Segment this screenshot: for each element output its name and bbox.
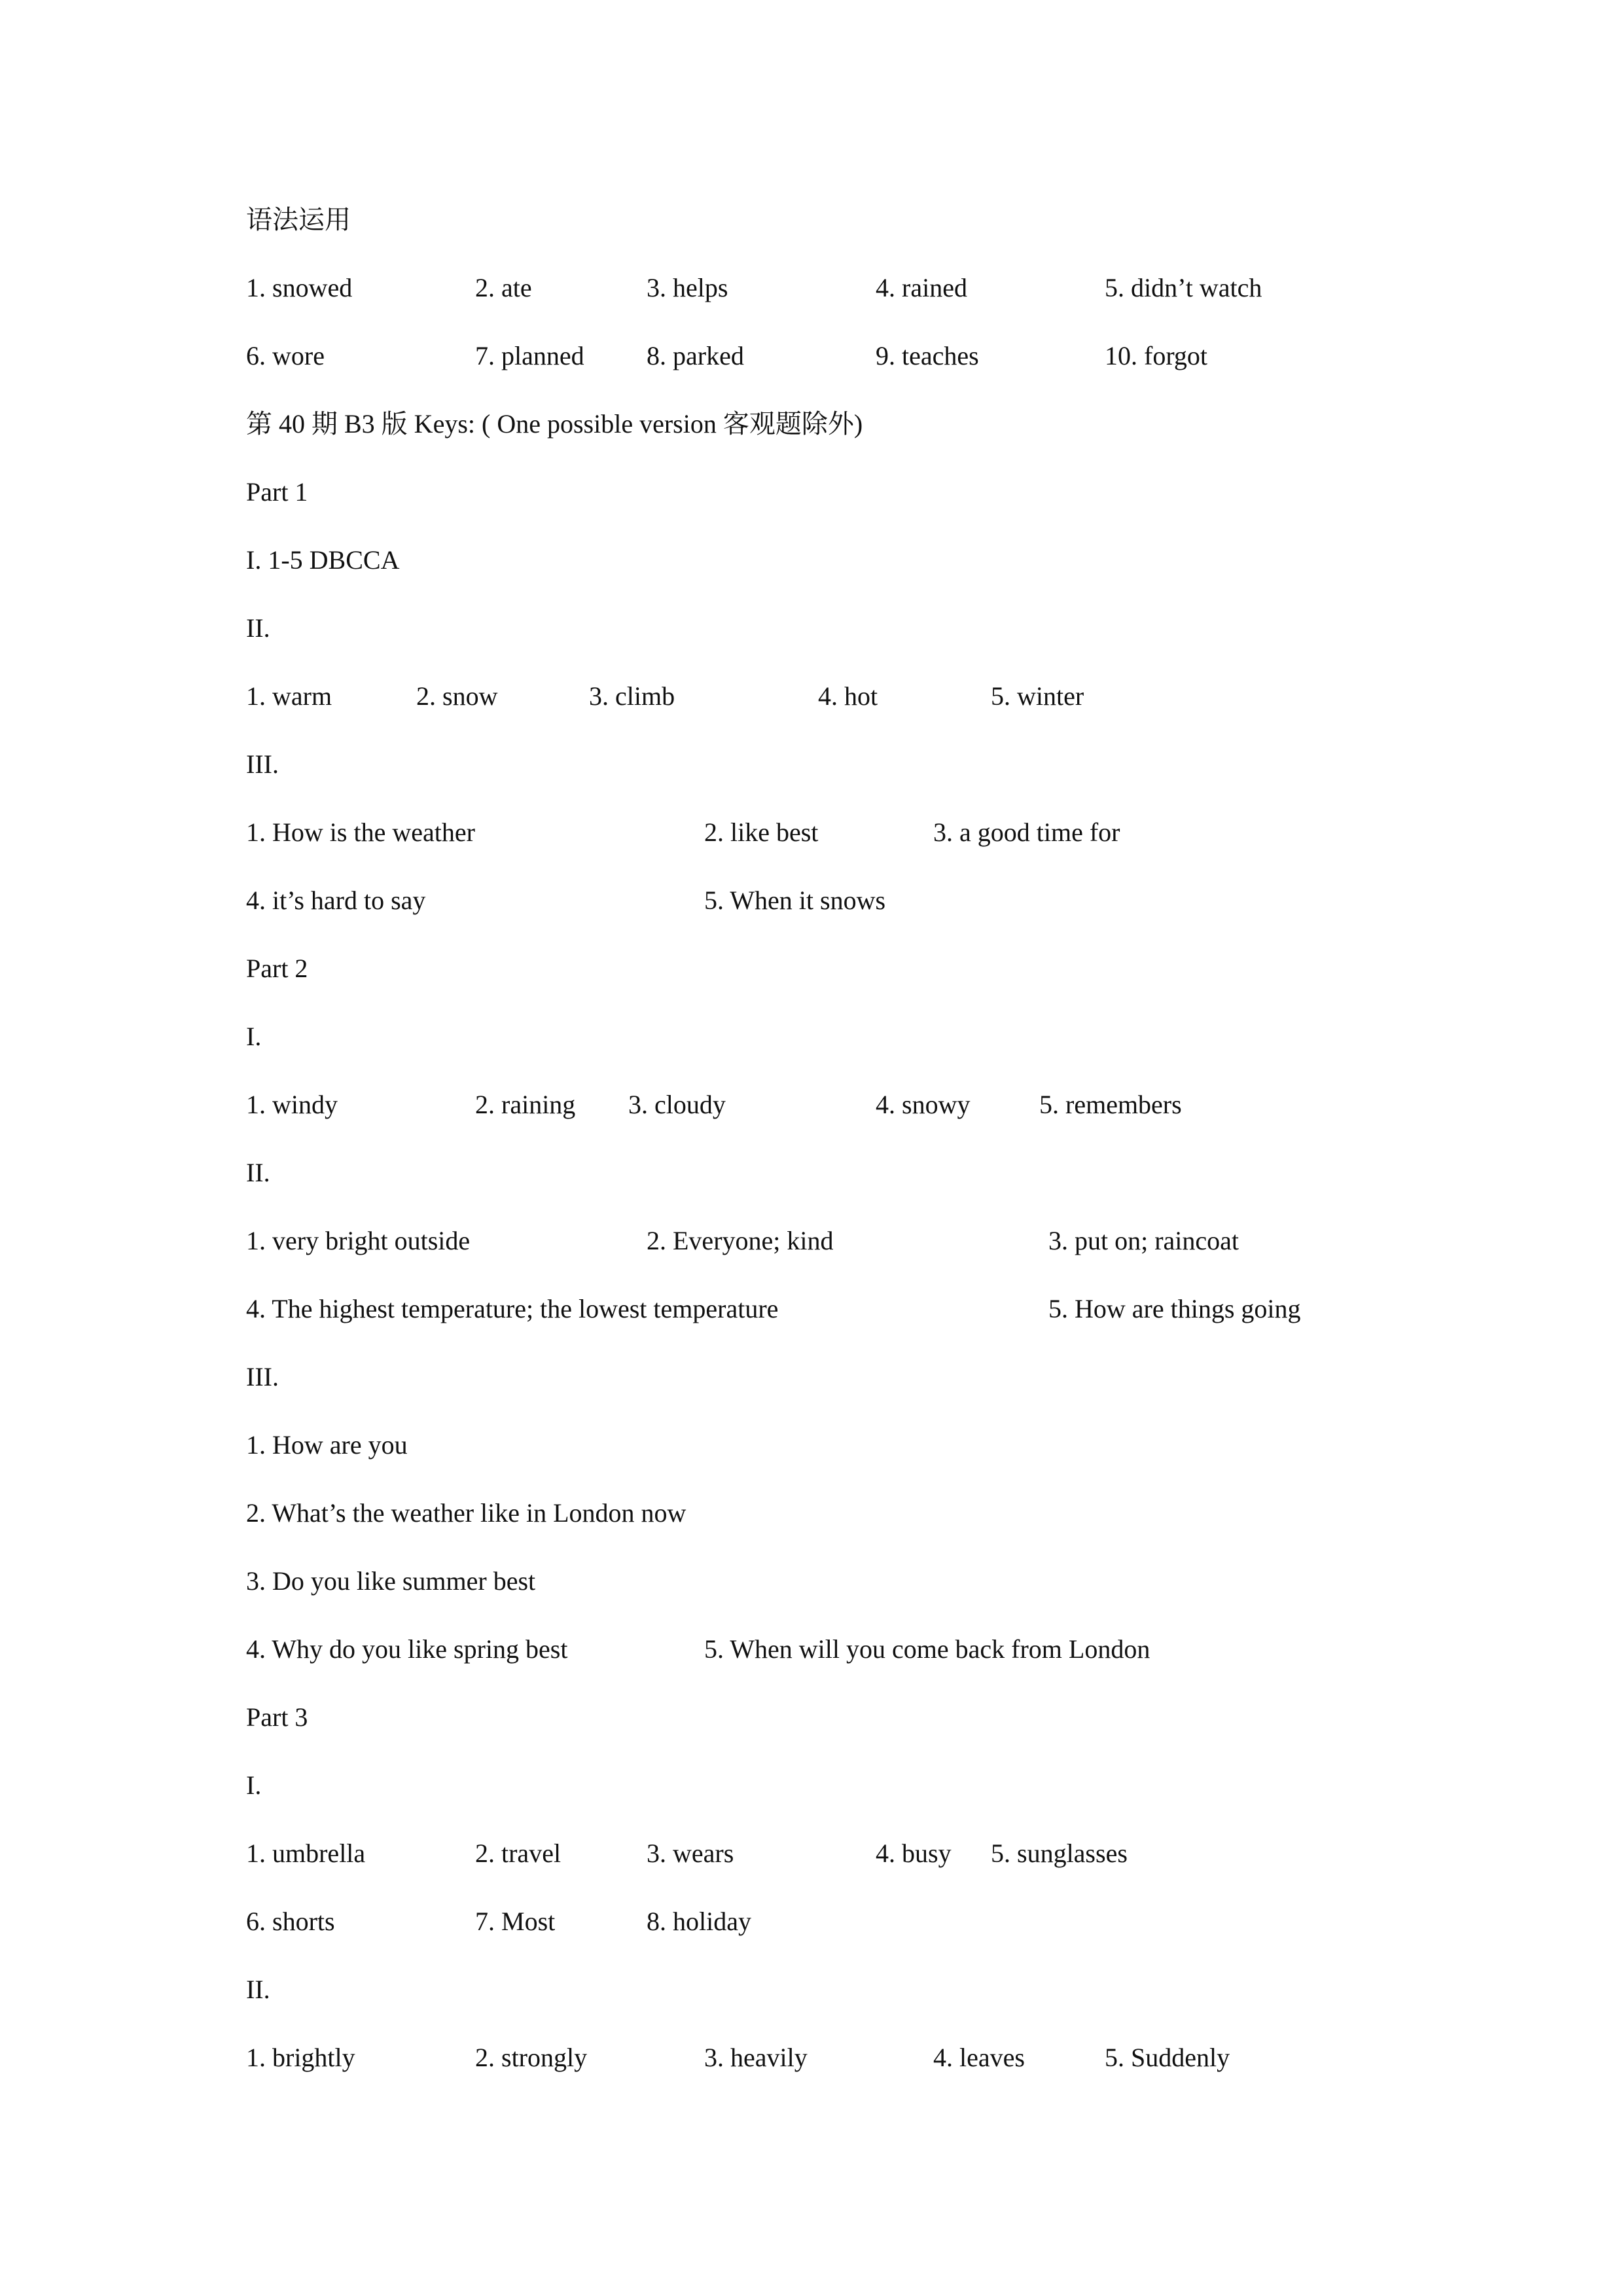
- answer-item: 5. When it snows: [704, 886, 886, 915]
- part-2-iii-label: III.: [246, 1362, 279, 1391]
- keys-header: 第 40 期 B3 版 Keys: ( One possible version 客观题除外): [246, 409, 863, 439]
- answer-item: 2. ate: [475, 273, 532, 302]
- part-3-ii-label: II.: [246, 1975, 270, 2004]
- answer-item: 7. Most: [475, 1907, 556, 1936]
- answer-row: [0, 1085, 1623, 1124]
- answer-item: 2. snow: [416, 681, 498, 711]
- answer-item: 6. wore: [246, 341, 325, 370]
- answer-item: 4. busy: [876, 1839, 952, 1868]
- answer-item: 5. sunglasses: [991, 1839, 1128, 1868]
- part-2-label: Part 2: [246, 954, 308, 983]
- answer-item: 9. teaches: [876, 341, 979, 370]
- part-1-ii-label: II.: [246, 613, 270, 643]
- answer-item: 6. shorts: [246, 1907, 335, 1936]
- answer-item: 10. forgot: [1105, 341, 1208, 370]
- part-3-label-row: [0, 1698, 1623, 1737]
- answer-item: 4. it’s hard to say: [246, 886, 426, 915]
- part-1-ii-label-row: [0, 609, 1623, 648]
- answer-item: 1. How is the weather: [246, 817, 475, 847]
- answer-item: 2. strongly: [475, 2043, 588, 2072]
- answer-item: 3. climb: [589, 681, 675, 711]
- answer-row: [0, 1426, 1623, 1465]
- part-2-ii-label: II.: [246, 1158, 270, 1187]
- heading-grammar: 语法运用: [246, 205, 351, 234]
- answer-row: [0, 1834, 1623, 1873]
- part-1-label-row: [0, 473, 1623, 512]
- part-1-i-row: [0, 541, 1623, 580]
- answer-row: [0, 881, 1623, 920]
- answer-item: 1. very bright outside: [246, 1226, 471, 1255]
- answer-item: 4. hot: [818, 681, 878, 711]
- answer-item: 3. cloudy: [628, 1090, 726, 1119]
- answer-item: 4. The highest temperature; the lowest temperature: [246, 1294, 779, 1323]
- part-1-label: Part 1: [246, 477, 308, 507]
- part-2-iii-label-row: [0, 1357, 1623, 1397]
- answer-item: 8. parked: [647, 341, 744, 370]
- part-3-label: Part 3: [246, 1702, 308, 1732]
- answer-item: 1. windy: [246, 1090, 338, 1119]
- part-3-i-label: I.: [246, 1770, 262, 1800]
- answer-item: 2. Everyone; kind: [647, 1226, 834, 1255]
- answer-item: 3. heavily: [704, 2043, 808, 2072]
- answer-item: 5. didn’t watch: [1105, 273, 1262, 302]
- answer-item: 3. helps: [647, 273, 728, 302]
- answer-item: 1. umbrella: [246, 1839, 366, 1868]
- answer-item: 1. warm: [246, 681, 332, 711]
- answer-item: 3. wears: [647, 1839, 734, 1868]
- section-title-grammar: [0, 200, 1623, 240]
- answer-item: 5. winter: [991, 681, 1084, 711]
- answer-row: [0, 1494, 1623, 1533]
- part-3-i-label-row: [0, 1766, 1623, 1805]
- answer-row: [0, 1630, 1623, 1669]
- keys-header-row: [0, 404, 1623, 444]
- answer-row: [0, 1221, 1623, 1261]
- answer-item: 2. What’s the weather like in London now: [246, 1498, 687, 1528]
- answer-item: 4. rained: [876, 273, 967, 302]
- part-1-iii-label: III.: [246, 749, 279, 779]
- part-1-i-answers: I. 1-5 DBCCA: [246, 545, 400, 575]
- answer-item: 4. Why do you like spring best: [246, 1634, 568, 1664]
- answer-item: 8. holiday: [647, 1907, 751, 1936]
- part-3-ii-label-row: [0, 1970, 1623, 2009]
- answer-item: 2. raining: [475, 1090, 576, 1119]
- answer-row: [0, 1902, 1623, 1941]
- answer-row: [0, 813, 1623, 852]
- answer-item: 1. brightly: [246, 2043, 355, 2072]
- answer-row: [0, 1289, 1623, 1329]
- answer-item: 5. remembers: [1039, 1090, 1182, 1119]
- answer-item: 3. a good time for: [933, 817, 1120, 847]
- answer-row: [0, 336, 1623, 376]
- answer-row: [0, 677, 1623, 716]
- answer-item: 4. leaves: [933, 2043, 1025, 2072]
- answer-item: 2. travel: [475, 1839, 562, 1868]
- answer-row: [0, 1562, 1623, 1601]
- part-2-ii-label-row: [0, 1153, 1623, 1193]
- answer-item: 3. Do you like summer best: [246, 1566, 536, 1596]
- answer-row: [0, 2038, 1623, 2077]
- answer-item: 4. snowy: [876, 1090, 971, 1119]
- answer-row: [0, 268, 1623, 308]
- part-2-i-label: I.: [246, 1022, 262, 1051]
- answer-item: 5. When will you come back from London: [704, 1634, 1150, 1664]
- answer-item: 5. How are things going: [1048, 1294, 1301, 1323]
- answer-item: 5. Suddenly: [1105, 2043, 1230, 2072]
- part-2-label-row: [0, 949, 1623, 988]
- answer-item: 2. like best: [704, 817, 819, 847]
- answer-item: 1. How are you: [246, 1430, 408, 1460]
- part-2-i-label-row: [0, 1017, 1623, 1056]
- answer-item: 7. planned: [475, 341, 584, 370]
- answer-item: 3. put on; raincoat: [1048, 1226, 1240, 1255]
- part-1-iii-label-row: [0, 745, 1623, 784]
- answer-item: 1. snowed: [246, 273, 353, 302]
